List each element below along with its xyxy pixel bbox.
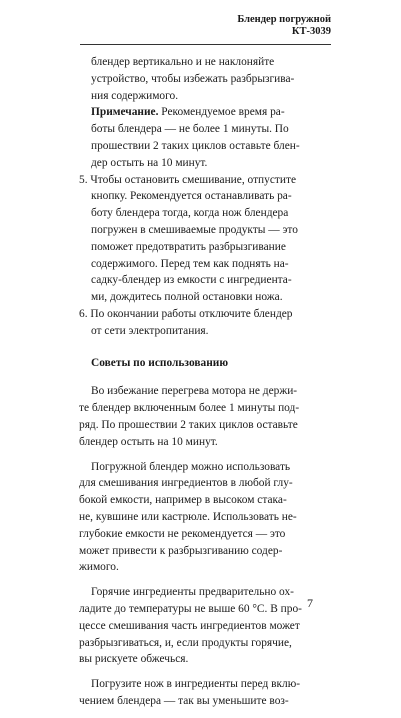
text-line: погружен в смешиваемые продукты — это <box>91 223 298 236</box>
text-line: прошествии 2 таких циклов оставьте блен- <box>91 139 300 152</box>
text-line: 5. Чтобы остановить смешивание, отпустите <box>79 173 296 186</box>
text-line: поможет предотвратить разбрызгивание <box>91 240 286 253</box>
text-line: ми, дождитесь полной остановки ножа. <box>91 291 283 304</box>
text-line: те блендер включенным более 1 минуты под- <box>79 402 300 415</box>
text-line: ряд. По прошествии 2 таких циклов оставьте <box>79 418 298 431</box>
text-line: Во избежание перегрева мотора не держи- <box>91 385 298 398</box>
section-title: Советы по использованию <box>91 356 229 369</box>
step-continuation <box>79 54 315 172</box>
paragraph <box>79 459 315 577</box>
text-line: глубокие емкости не рекомендуется — это <box>79 527 286 540</box>
text-line: не, кувшине или кастрюле. Использовать не- <box>79 510 297 523</box>
text-line: для смешивания ингредиентов в любой глу- <box>79 477 293 490</box>
header-product-name: Блендер погружной <box>237 14 331 25</box>
text-line: от сети электропитания. <box>91 324 209 337</box>
text-line: содержимого. Перед тем как поднять на- <box>91 257 289 270</box>
paragraph <box>79 676 315 710</box>
page-content <box>79 54 315 718</box>
text-line: Горячие ингредиенты предварительно ох- <box>91 586 294 599</box>
text-line: устройство, чтобы избежать разбрызгива- <box>91 72 295 85</box>
note-line <box>91 104 315 121</box>
step-5 <box>79 172 315 306</box>
text-line: садку-блендер из емкости с ингредиента- <box>91 274 292 287</box>
header-model: КТ-3039 <box>291 26 331 37</box>
text-line: жимого. <box>79 561 119 574</box>
step-6 <box>79 306 315 340</box>
note-text: Рекомендуемое время ра- <box>158 106 285 119</box>
text-line: дер остыть на 10 минут. <box>91 156 208 169</box>
text-line: ния содержимого. <box>91 89 179 102</box>
paragraph <box>79 383 315 450</box>
text-line: цессе смешивания часть ингредиентов может <box>79 619 300 632</box>
text-line: вы рискуете обжечься. <box>79 653 189 666</box>
page-number: 7 <box>307 596 313 610</box>
text-line: блендер вертикально и не наклоняйте <box>91 56 275 68</box>
header-rule <box>80 44 331 45</box>
text-line: боты блендера — не более 1 минуты. По <box>91 123 289 136</box>
text-line: может привести к разбрызгиванию содер- <box>79 544 283 557</box>
text-line: чением блендера — так вы уменьшите воз- <box>79 694 289 707</box>
note-label: Примечание. <box>91 106 159 119</box>
text-line: Погружной блендер можно использовать <box>91 460 291 473</box>
text-line: блендер остыть на 10 минут. <box>79 435 218 448</box>
text-line: боту блендера тогда, когда нож блендера <box>91 207 289 220</box>
text-line: разбрызгиваться, и, если продукты горячие, <box>79 636 292 649</box>
text-line: Погрузите нож в ингредиенты перед вклю- <box>91 678 301 691</box>
paragraph <box>79 584 315 668</box>
text-line: кнопку. Рекомендуется останавливать ра- <box>91 190 292 203</box>
text-line: ладите до температуры не выше 60 °С. В про- <box>79 602 302 615</box>
text-line: бокой емкости, например в высоком стака- <box>79 494 287 507</box>
text-line: 6. По окончании работы отключите блендер <box>79 307 293 320</box>
running-header <box>237 14 331 38</box>
